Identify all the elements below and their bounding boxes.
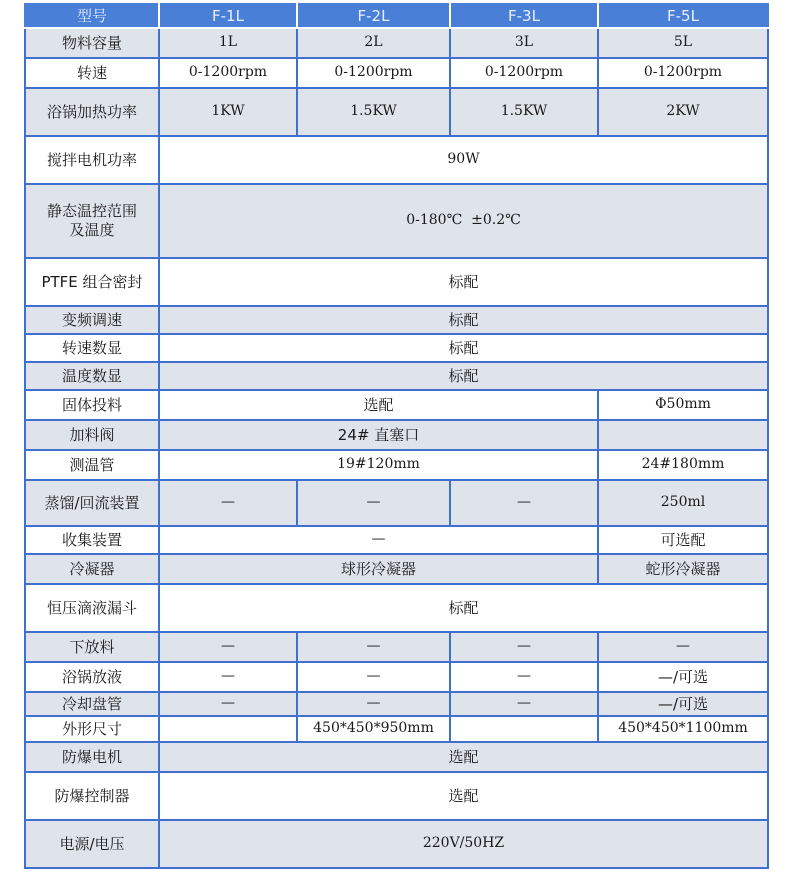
feed-valve-f5l bbox=[598, 420, 768, 450]
coil-f5l: —/可选 bbox=[598, 692, 768, 716]
dimensions-f2l: 450*450*950mm bbox=[297, 716, 450, 742]
bath-drain-label: 浴锅放液 bbox=[25, 662, 159, 692]
row-speed bbox=[25, 58, 768, 88]
capacity-label: 物料容量 bbox=[25, 28, 159, 58]
discharge-label: 下放料 bbox=[25, 632, 159, 662]
solid-feed-label: 固体投料 bbox=[25, 390, 159, 420]
temp-display-label: 温度数显 bbox=[25, 362, 159, 390]
coil-f3l: — bbox=[450, 692, 598, 716]
row-discharge bbox=[25, 632, 768, 662]
row-solid-feed bbox=[25, 390, 768, 420]
temp-range-value: 0-180℃ ±0.2℃ bbox=[159, 184, 768, 258]
coil-f2l: — bbox=[297, 692, 450, 716]
header-model-label: 型号 bbox=[25, 4, 159, 28]
collector-value-small: — bbox=[159, 526, 598, 554]
bath-drain-f5l: —/可选 bbox=[598, 662, 768, 692]
row-distill bbox=[25, 480, 768, 526]
solid-feed-value-5l: Φ50mm bbox=[598, 390, 768, 420]
funnel-label: 恒压滴液漏斗 bbox=[25, 584, 159, 632]
bath-drain-f3l: — bbox=[450, 662, 598, 692]
row-ex-motor bbox=[25, 742, 768, 772]
ptfe-label: PTFE 组合密封 bbox=[25, 258, 159, 306]
condenser-value-small: 球形冷凝器 bbox=[159, 554, 598, 584]
capacity-f1l: 1L bbox=[159, 28, 297, 58]
speed-f3l: 0-1200rpm bbox=[450, 58, 598, 88]
discharge-f3l: — bbox=[450, 632, 598, 662]
feed-valve-label: 加料阀 bbox=[25, 420, 159, 450]
distill-f1l: — bbox=[159, 480, 297, 526]
header-row bbox=[25, 4, 768, 28]
header-model-f5l: F-5L bbox=[598, 4, 768, 28]
dimensions-label: 外形尺寸 bbox=[25, 716, 159, 742]
row-temp-display bbox=[25, 362, 768, 390]
bath-drain-f2l: — bbox=[297, 662, 450, 692]
dimensions-f5l: 450*450*1100mm bbox=[598, 716, 768, 742]
row-feed-valve bbox=[25, 420, 768, 450]
distill-f2l: — bbox=[297, 480, 450, 526]
header-model-f2l: F-2L bbox=[297, 4, 450, 28]
row-coil bbox=[25, 692, 768, 716]
temp-display-value: 标配 bbox=[159, 362, 768, 390]
distill-label: 蒸馏/回流装置 bbox=[25, 480, 159, 526]
row-bath-drain bbox=[25, 662, 768, 692]
ex-motor-label: 防爆电机 bbox=[25, 742, 159, 772]
ex-controller-value: 选配 bbox=[159, 772, 768, 820]
condenser-label: 冷凝器 bbox=[25, 554, 159, 584]
row-capacity bbox=[25, 28, 768, 58]
header-model-f1l: F-1L bbox=[159, 4, 297, 28]
power-value: 220V/50HZ bbox=[159, 820, 768, 868]
row-funnel bbox=[25, 584, 768, 632]
discharge-f5l: — bbox=[598, 632, 768, 662]
row-collector bbox=[25, 526, 768, 554]
temp-range-label-line2: 及温度 bbox=[69, 221, 115, 239]
ex-motor-value: 选配 bbox=[159, 742, 768, 772]
discharge-f2l: — bbox=[297, 632, 450, 662]
thermo-tube-value-small: 19#120mm bbox=[159, 450, 598, 480]
speed-display-label: 转速数显 bbox=[25, 334, 159, 362]
temp-range-label-line1: 静态温控范围 bbox=[46, 202, 137, 221]
row-motor-power bbox=[25, 136, 768, 184]
dimensions-f1l bbox=[159, 716, 297, 742]
bath-power-label: 浴锅加热功率 bbox=[25, 88, 159, 136]
speed-display-value: 标配 bbox=[159, 334, 768, 362]
row-condenser bbox=[25, 554, 768, 584]
speed-f2l: 0-1200rpm bbox=[297, 58, 450, 88]
row-dimensions bbox=[25, 716, 768, 742]
header-model-f3l: F-3L bbox=[450, 4, 598, 28]
speed-f1l: 0-1200rpm bbox=[159, 58, 297, 88]
row-ex-controller bbox=[25, 772, 768, 820]
capacity-f2l: 2L bbox=[297, 28, 450, 58]
row-bath-power bbox=[25, 88, 768, 136]
collector-value-5l: 可选配 bbox=[598, 526, 768, 554]
discharge-f1l: — bbox=[159, 632, 297, 662]
distill-f3l: — bbox=[450, 480, 598, 526]
temp-range-label bbox=[25, 184, 159, 258]
ex-controller-label: 防爆控制器 bbox=[25, 772, 159, 820]
dimensions-f3l bbox=[450, 716, 598, 742]
bath-drain-f1l: — bbox=[159, 662, 297, 692]
bath-power-f3l: 1.5KW bbox=[450, 88, 598, 136]
funnel-value: 标配 bbox=[159, 584, 768, 632]
bath-power-f2l: 1.5KW bbox=[297, 88, 450, 136]
motor-power-label: 搅拌电机功率 bbox=[25, 136, 159, 184]
collector-label: 收集装置 bbox=[25, 526, 159, 554]
capacity-f5l: 5L bbox=[598, 28, 768, 58]
row-temp-range bbox=[25, 184, 768, 258]
thermo-tube-label: 测温管 bbox=[25, 450, 159, 480]
power-label: 电源/电压 bbox=[25, 820, 159, 868]
speed-f5l: 0-1200rpm bbox=[598, 58, 768, 88]
row-power bbox=[25, 820, 768, 868]
ptfe-value: 标配 bbox=[159, 258, 768, 306]
bath-power-f1l: 1KW bbox=[159, 88, 297, 136]
coil-f1l: — bbox=[159, 692, 297, 716]
row-speed-display bbox=[25, 334, 768, 362]
distill-f5l: 250ml bbox=[598, 480, 768, 526]
condenser-value-5l: 蛇形冷凝器 bbox=[598, 554, 768, 584]
row-thermo-tube bbox=[25, 450, 768, 480]
row-ptfe bbox=[25, 258, 768, 306]
motor-power-value: 90W bbox=[159, 136, 768, 184]
row-vfd bbox=[25, 306, 768, 334]
speed-label: 转速 bbox=[25, 58, 159, 88]
coil-label: 冷却盘管 bbox=[25, 692, 159, 716]
capacity-f3l: 3L bbox=[450, 28, 598, 58]
vfd-value: 标配 bbox=[159, 306, 768, 334]
solid-feed-value-small: 选配 bbox=[159, 390, 598, 420]
spec-table bbox=[24, 3, 769, 869]
bath-power-f5l: 2KW bbox=[598, 88, 768, 136]
thermo-tube-value-5l: 24#180mm bbox=[598, 450, 768, 480]
feed-valve-value: 24# 直塞口 bbox=[159, 420, 598, 450]
vfd-label: 变频调速 bbox=[25, 306, 159, 334]
